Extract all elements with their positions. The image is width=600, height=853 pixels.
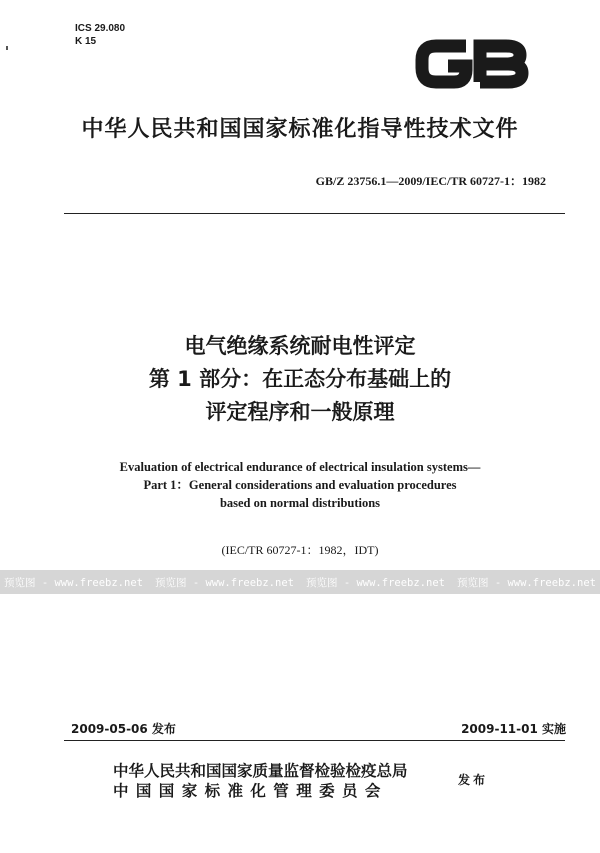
implement-date: 2009-11-01 实施: [461, 722, 566, 736]
english-title: [0, 458, 600, 512]
publish-date: 2009-05-06 发布: [71, 722, 176, 736]
footer-divider: [64, 740, 565, 741]
chinese-title-line3: 评定程序和一般原理: [205, 400, 395, 424]
scan-edge-mark: [6, 46, 8, 50]
issuing-authorities: [113, 761, 408, 801]
gb-logo-text: GB: [414, 36, 416, 37]
watermark-text: 预览图 - www.freebz.net: [457, 577, 596, 589]
gb-logo: [414, 36, 530, 92]
issuer-line2: 中国国家标准化管理委员会: [113, 782, 388, 800]
watermark-text: 预览图 - www.freebz.net: [306, 577, 445, 589]
publish-label: 发布: [458, 773, 489, 787]
watermark-banner: [0, 570, 600, 594]
ics-code: ICS 29.080: [75, 23, 126, 34]
header-divider: [64, 213, 565, 214]
watermark-text: 预览图 - www.freebz.net: [155, 577, 294, 589]
ccs-code: K 15: [75, 36, 97, 47]
issuer-line1: 中华人民共和国国家质量监督检验检疫总局: [113, 762, 408, 780]
classification-codes: [75, 22, 125, 48]
english-title-line3: based on normal distributions: [219, 496, 381, 510]
chinese-title: [0, 330, 600, 429]
standard-number: GB/Z 23756.1—2009/IEC/TR 60727-1：1982: [315, 174, 546, 188]
english-title-line2: Part 1：General considerations and evaluation procedures: [143, 478, 457, 492]
chinese-title-line2: 第 1 部分：在正态分布基础上的: [148, 367, 452, 391]
english-title-line1: Evaluation of electrical endurance of electrical insulation systems—: [119, 460, 481, 474]
watermark-text: 预览图 - www.freebz.net: [4, 577, 143, 589]
document-type-heading: 中华人民共和国国家标准化指导性技术文件: [81, 117, 519, 142]
equivalence-statement: (IEC/TR 60727-1：1982，IDT): [221, 543, 379, 557]
chinese-title-line1: 电气绝缘系统耐电性评定: [184, 334, 416, 358]
